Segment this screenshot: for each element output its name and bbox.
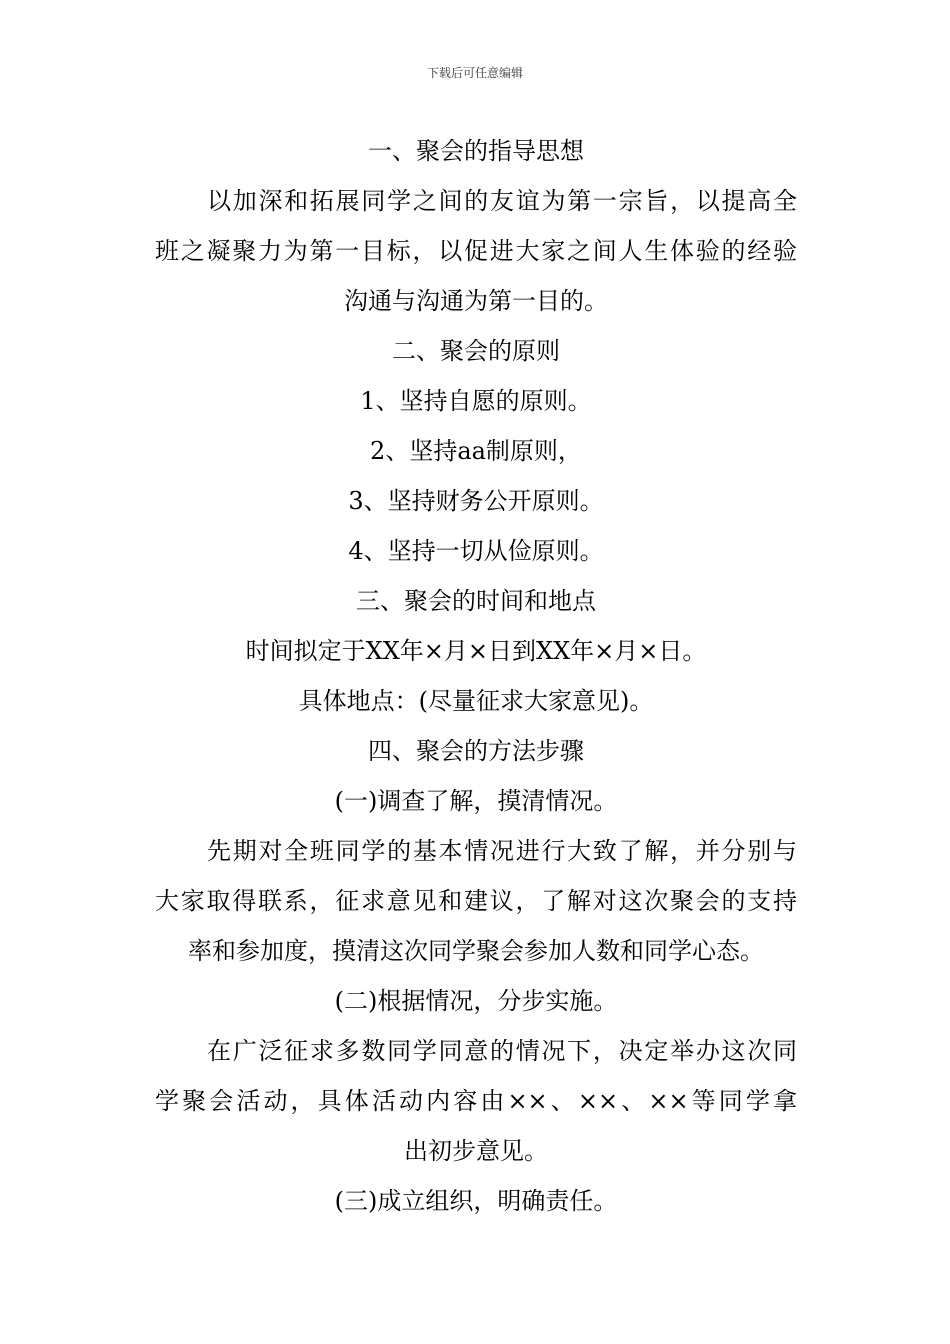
document-body — [155, 126, 797, 1226]
paragraph-line: 以加深和拓展同学之间的友谊为第一宗旨，以提高全 — [207, 187, 797, 215]
paragraph-line: 学聚会活动，具体活动内容由××、××、××等同学拿 — [155, 1087, 797, 1115]
list-item: 1、坚持自愿的原则。 — [360, 387, 592, 415]
list-item: 2、坚持aa制原则， — [370, 437, 582, 465]
paragraph-line: 时间拟定于XX年×月×日到XX年×月×日。 — [245, 637, 707, 665]
list-item: 4、坚持一切从俭原则。 — [348, 537, 604, 565]
subsection-heading: (三)成立组织，明确责任。 — [334, 1187, 618, 1215]
subsection-heading: (一)调查了解，摸清情况。 — [334, 787, 618, 815]
page-header: 下载后可任意编辑 — [426, 66, 523, 80]
paragraph-line: 先期对全班同学的基本情况进行大致了解，并分别与 — [207, 837, 797, 865]
list-item: 3、坚持财务公开原则。 — [348, 487, 604, 515]
paragraph-line: 率和参加度，摸清这次同学聚会参加人数和同学心态。 — [188, 937, 764, 965]
subsection-heading: (二)根据情况，分步实施。 — [334, 987, 618, 1015]
paragraph-line: 大家取得联系，征求意见和建议，了解对这次聚会的支持 — [155, 887, 797, 915]
paragraph-line: 班之凝聚力为第一目标，以促进大家之间人生体验的经验 — [155, 237, 797, 265]
paragraph-line: 出初步意见。 — [404, 1137, 548, 1165]
section-heading-1: 一、聚会的指导思想 — [368, 137, 584, 165]
paragraph-line: 具体地点：(尽量征求大家意见)。 — [298, 687, 654, 715]
paragraph-line: 沟通与沟通为第一目的。 — [344, 287, 608, 315]
section-heading-2: 二、聚会的原则 — [392, 337, 560, 365]
paragraph-line: 在广泛征求多数同学同意的情况下，决定举办这次同 — [207, 1037, 797, 1065]
section-heading-4: 四、聚会的方法步骤 — [368, 737, 584, 765]
section-heading-3: 三、聚会的时间和地点 — [356, 587, 596, 615]
